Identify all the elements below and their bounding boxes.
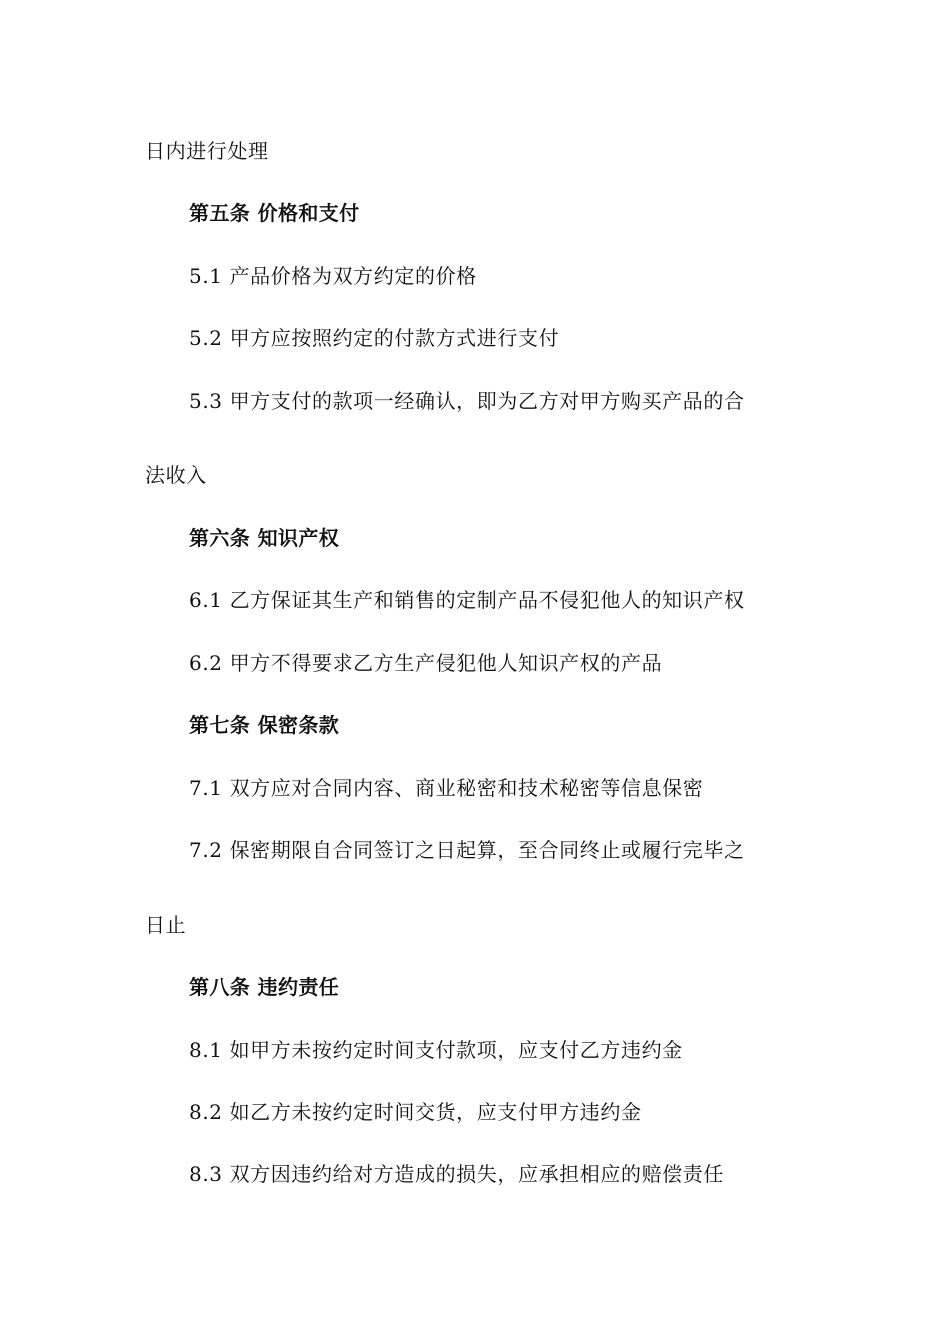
clause-8-1: 8.1 如甲方未按约定时间支付款项，应支付乙方违约金: [189, 1038, 683, 1062]
clause-7-2: 7.2 保密期限自合同签订之日起算，至合同终止或履行完毕之: [189, 838, 745, 862]
clause-6-2: 6.2 甲方不得要求乙方生产侵犯他人知识产权的产品: [189, 651, 663, 675]
article-heading: 第八条 违约责任: [189, 975, 340, 999]
article-heading: 第六条 知识产权: [189, 526, 340, 550]
clause-5-2: 5.2 甲方应按照约定的付款方式进行支付: [189, 326, 560, 350]
clause-8-2: 8.2 如乙方未按约定时间交货，应支付甲方违约金: [189, 1100, 642, 1124]
article-heading: 第七条 保密条款: [189, 713, 340, 737]
clause-5-3: 5.3 甲方支付的款项一经确认，即为乙方对甲方购买产品的合: [189, 389, 745, 413]
clause-6-1: 6.1 乙方保证其生产和销售的定制产品不侵犯他人的知识产权: [189, 588, 745, 612]
clause-7-1: 7.1 双方应对合同内容、商业秘密和技术秘密等信息保密: [189, 776, 704, 800]
article-heading: 第五条 价格和支付: [189, 201, 360, 225]
paragraph-continuation: 日内进行处理: [145, 139, 269, 163]
clause-8-3: 8.3 双方因违约给对方造成的损失，应承担相应的赔偿责任: [189, 1162, 724, 1186]
clause-5-1: 5.1 产品价格为双方约定的价格: [189, 264, 477, 288]
paragraph-continuation: 法收入: [145, 463, 207, 487]
paragraph-continuation: 日止: [145, 913, 187, 937]
